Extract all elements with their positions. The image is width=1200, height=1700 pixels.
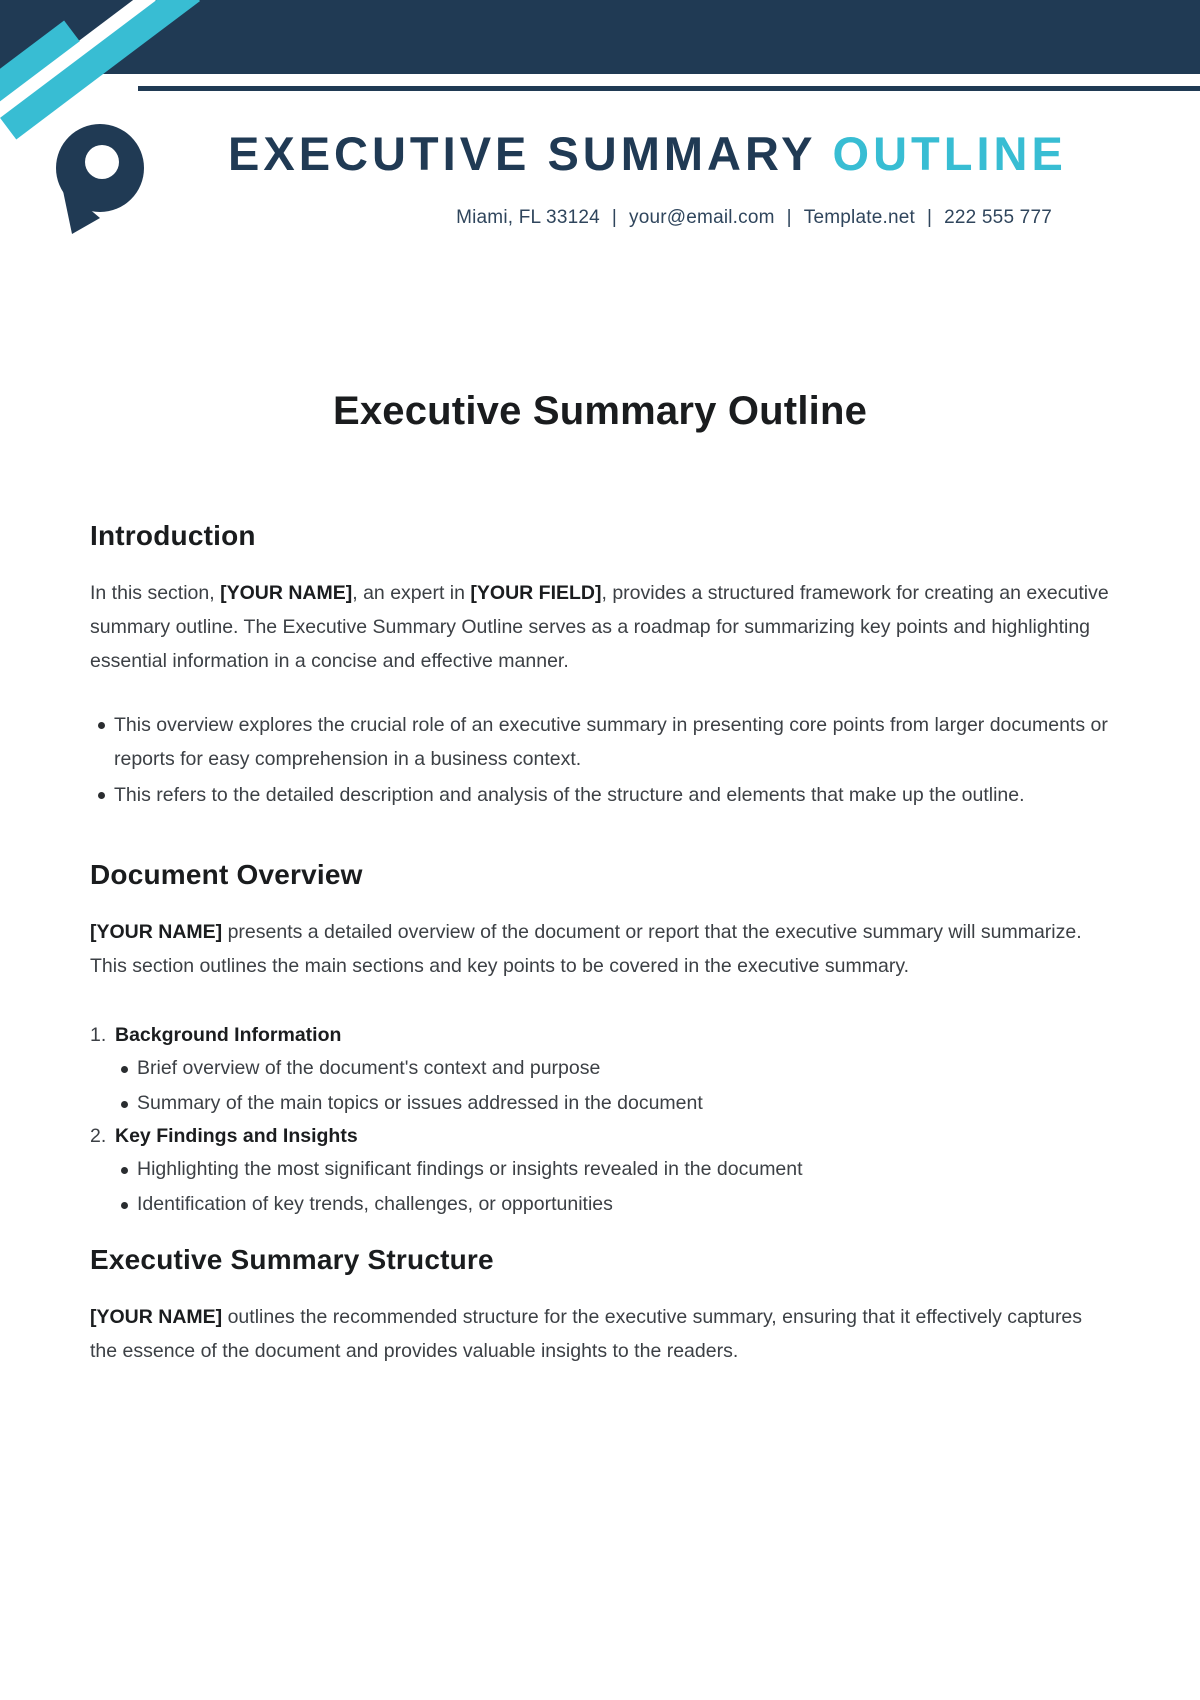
list-item: This refers to the detailed description and analysis of the structure and elements that make up the outline. (114, 778, 1110, 812)
contact-separator: | (926, 207, 933, 228)
brand-title-primary: EXECUTIVE SUMMARY (228, 127, 817, 180)
letterhead-header (0, 0, 1200, 260)
item-number: 2. (90, 1125, 107, 1147)
structure-paragraph (90, 1300, 1110, 1368)
list-item: Identification of key trends, challenges, or opportunities (137, 1188, 1110, 1221)
overview-paragraph (90, 915, 1110, 983)
introduction-bullet-list (90, 708, 1110, 812)
numbered-item (90, 1019, 1110, 1052)
your-name-token: [YOUR NAME] (220, 582, 353, 604)
section-heading-introduction: Introduction (90, 520, 256, 551)
contact-separator: | (786, 207, 792, 228)
intro-text-part1: In this section, (90, 582, 221, 604)
pin-9-logo-icon (52, 124, 144, 236)
item-number: 1. (90, 1024, 107, 1046)
overview-text: presents a detailed overview of the document or report that the executive summary will summarize. This section outlines the main sections and key points to be covered in the executive summary. (90, 921, 1082, 977)
contact-separator: | (611, 207, 618, 228)
contact-email: your@email.com (629, 207, 775, 228)
sub-bullet-list (90, 1052, 1110, 1120)
contact-location: Miami, FL 33124 (456, 207, 600, 228)
intro-text-part2: , an expert in (352, 582, 471, 604)
brand-title-accent: OUTLINE (832, 127, 1067, 180)
brand-title (228, 127, 1067, 180)
document-title: Executive Summary Outline (332, 389, 868, 433)
section-heading-executive-summary-structure: Executive Summary Structure (90, 1244, 494, 1275)
list-item: Brief overview of the document's context and purpose (137, 1052, 1110, 1085)
sub-bullet-list (90, 1153, 1110, 1221)
your-field-token: [YOUR FIELD] (470, 582, 602, 604)
header-rule (138, 86, 1200, 91)
introduction-paragraph (90, 576, 1110, 678)
numbered-item (90, 1120, 1110, 1153)
item-title: Key Findings and Insights (115, 1125, 358, 1147)
intro-text-part3: , provides a structured framework for creating an executive summary outline. The Executive Summary Outline serves as a roadmap for summarizing key points and highlighting essential information in a concise and effective manner. (90, 582, 1109, 672)
your-name-token: [YOUR NAME] (90, 1306, 223, 1328)
list-item: Summary of the main topics or issues addressed in the document (137, 1087, 1110, 1120)
overview-numbered-list (90, 1019, 1110, 1221)
list-item: Highlighting the most significant findings or insights revealed in the document (137, 1153, 1110, 1186)
contact-bar (228, 207, 1052, 229)
contact-website: Template.net (803, 207, 915, 228)
document-body (0, 260, 1200, 1368)
your-name-token: [YOUR NAME] (90, 921, 223, 943)
section-heading-document-overview: Document Overview (90, 859, 363, 890)
contact-phone: 222 555 777 (944, 207, 1052, 228)
list-item: This overview explores the crucial role of an executive summary in presenting core points from larger documents or reports for easy comprehension in a business context. (114, 708, 1110, 776)
structure-text: outlines the recommended structure for the executive summary, ensuring that it effectively captures the essence of the document and provides valuable insights to the readers. (90, 1306, 1083, 1362)
item-title: Background Information (115, 1024, 342, 1046)
